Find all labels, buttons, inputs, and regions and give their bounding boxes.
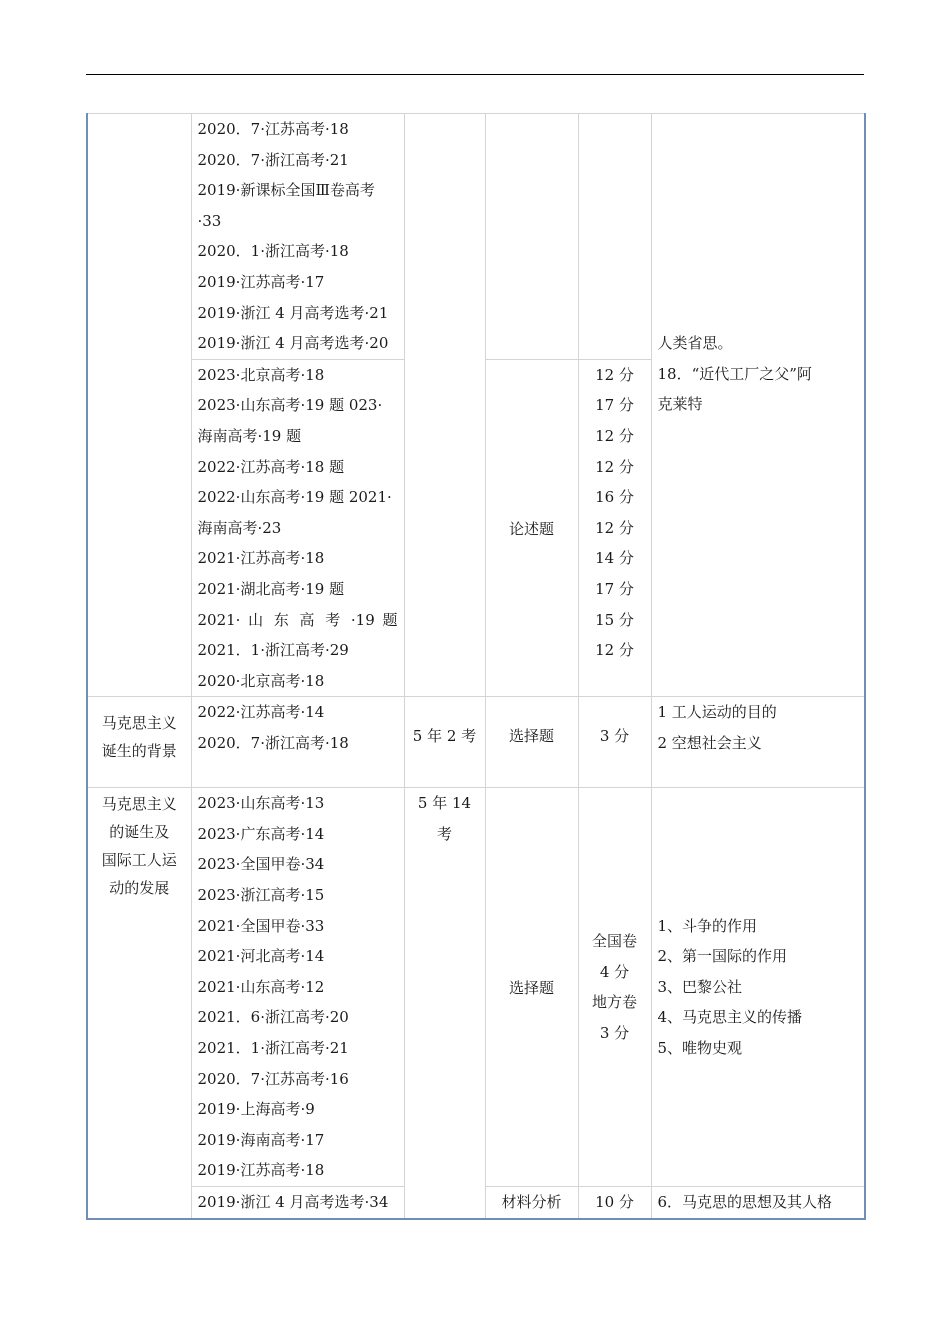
source-line: 2022·山东高考·19 题 2021· (197, 488, 392, 507)
exam-frequency: 5 年 2 考 (412, 727, 477, 746)
source-line: 2020．7·江苏高考·18 (197, 120, 349, 138)
score-line: 地方卷 (591, 993, 637, 1012)
source-line: 2021·山东高考·12 (197, 977, 325, 996)
source-line: 2019·浙江 4 月高考选考·21 (197, 303, 389, 322)
topic-line: 的诞生及 (109, 823, 170, 842)
source-line: 2020．7·浙江高考·21 (197, 150, 349, 169)
source-line: 2020．7·浙江高考·18 (197, 733, 349, 752)
score-line: 12 分 (595, 641, 634, 660)
source-line: 2019·海南高考·17 (197, 1130, 325, 1149)
source-line: 2023·山东高考·19 题 023· (197, 396, 383, 415)
point-line: 2、第一国际的作用 (657, 947, 788, 966)
source-line: 2021·全国甲卷·33 (197, 916, 325, 935)
type-cell-empty (485, 114, 578, 360)
sources-cell (191, 1187, 404, 1219)
score-line: 17 分 (595, 396, 634, 415)
score-line: 15 分 (595, 610, 634, 629)
point-line: 1 工人运动的目的 (657, 703, 777, 722)
points-cell (651, 1187, 865, 1219)
source-line: 2019·江苏高考·17 (197, 272, 325, 291)
source-line: 2019·浙江 4 月高考选考·34 (197, 1193, 389, 1211)
source-line: 2019·浙江 4 月高考选考·20 (197, 334, 389, 353)
source-line: 2023·全国甲卷·34 (197, 855, 325, 874)
sources-cell (191, 697, 404, 788)
header-rule (86, 74, 864, 75)
score-line: 全国卷 (591, 931, 637, 950)
source-line: 2019·上海高考·9 (197, 1100, 315, 1119)
topic-line: 诞生的背景 (101, 742, 177, 761)
source-line: 2020·北京高考·18 (197, 671, 325, 690)
topic-line: 国际工人运 (101, 851, 177, 870)
score-cell (578, 697, 651, 788)
source-line: 2021．6·浙江高考·20 (197, 1008, 349, 1027)
point-line: 1、斗争的作用 (657, 916, 758, 935)
question-type: 论述题 (508, 519, 554, 538)
table-row (87, 697, 865, 788)
exam-analysis-table (86, 113, 866, 1220)
source-line: 2023·浙江高考·15 (197, 886, 325, 905)
source-line: 2023·广东高考·14 (197, 824, 325, 843)
points-cell (651, 114, 865, 697)
score-line: 3 分 (599, 1023, 630, 1042)
score-value: 10 分 (595, 1193, 634, 1211)
source-line: 2020．1·浙江高考·18 (197, 242, 349, 261)
question-type-cell (485, 1187, 578, 1219)
point-line: 18．“近代工厂之父”阿 (657, 364, 812, 383)
question-type: 选择题 (508, 978, 554, 997)
score-value: 3 分 (599, 727, 630, 746)
source-line: 2023·山东高考·13 (197, 794, 325, 813)
points-cell (651, 788, 865, 1187)
topic-line: 动的发展 (109, 879, 170, 898)
score-cell (578, 359, 651, 697)
source-line: 海南高考·19 题 (197, 426, 302, 445)
source-line: 2019·江苏高考·18 (197, 1161, 325, 1180)
score-cell (578, 1187, 651, 1219)
question-type: 选择题 (508, 727, 554, 746)
source-line: 2021· 山 东 高 考 ·19 题 (197, 610, 398, 629)
source-line: 2022·江苏高考·18 题 (197, 457, 345, 476)
score-line: 17 分 (595, 579, 634, 598)
source-line: 2021·江苏高考·18 (197, 549, 325, 568)
topic-line: 马克思主义 (101, 795, 177, 814)
score-cell-empty (578, 114, 651, 360)
frequency-line: 5 年 14 (417, 794, 472, 813)
topic-cell (87, 697, 191, 788)
point-line: 克莱特 (657, 395, 703, 414)
question-type: 材料分析 (501, 1193, 562, 1211)
points-cell (651, 697, 865, 788)
source-line: 2019·新课标全国Ⅲ卷高考 (197, 181, 375, 200)
sources-cell (191, 359, 404, 697)
score-line: 12 分 (595, 365, 634, 384)
point-line: 2 空想社会主义 (657, 733, 762, 752)
source-line: 2020．7·江苏高考·16 (197, 1069, 349, 1088)
point-line: 4、马克思主义的传播 (657, 1008, 803, 1027)
point-line: 6．马克思的思想及其人格 (657, 1193, 833, 1211)
point-line: 5、唯物史观 (657, 1039, 743, 1058)
point-line: 3、巴黎公社 (657, 977, 743, 996)
source-line: 2022·江苏高考·14 (197, 703, 325, 722)
question-type-cell (485, 788, 578, 1187)
sources-cell (191, 788, 404, 1187)
frequency-line: 考 (436, 824, 452, 843)
score-line: 4 分 (599, 962, 630, 981)
score-line: 12 分 (595, 426, 634, 445)
question-type-cell (485, 697, 578, 788)
point-line: 人类省思。 (657, 334, 733, 352)
score-line: 14 分 (595, 549, 634, 568)
source-line: 2021·河北高考·14 (197, 947, 325, 966)
table-row (87, 788, 865, 1187)
source-line: 海南高考·23 (197, 518, 282, 537)
score-cell (578, 788, 651, 1187)
frequency-cell-empty (404, 114, 485, 697)
score-line: 12 分 (595, 457, 634, 476)
score-line: 12 分 (595, 518, 634, 537)
topic-cell-empty (87, 114, 191, 697)
sources-cell (191, 114, 404, 360)
question-type-cell (485, 359, 578, 697)
source-line: 2021·湖北高考·19 题 (197, 579, 345, 598)
source-line: 2021．1·浙江高考·21 (197, 1039, 349, 1058)
frequency-cell (404, 697, 485, 788)
topic-line: 马克思主义 (101, 714, 177, 733)
table-row (87, 114, 865, 360)
topic-cell (87, 788, 191, 1219)
source-line: ·33 (197, 211, 222, 230)
source-line: 2023·北京高考·18 (197, 365, 325, 384)
source-line: 2021．1·浙江高考·29 (197, 641, 349, 660)
frequency-cell (404, 788, 485, 1219)
score-line: 16 分 (595, 488, 634, 507)
